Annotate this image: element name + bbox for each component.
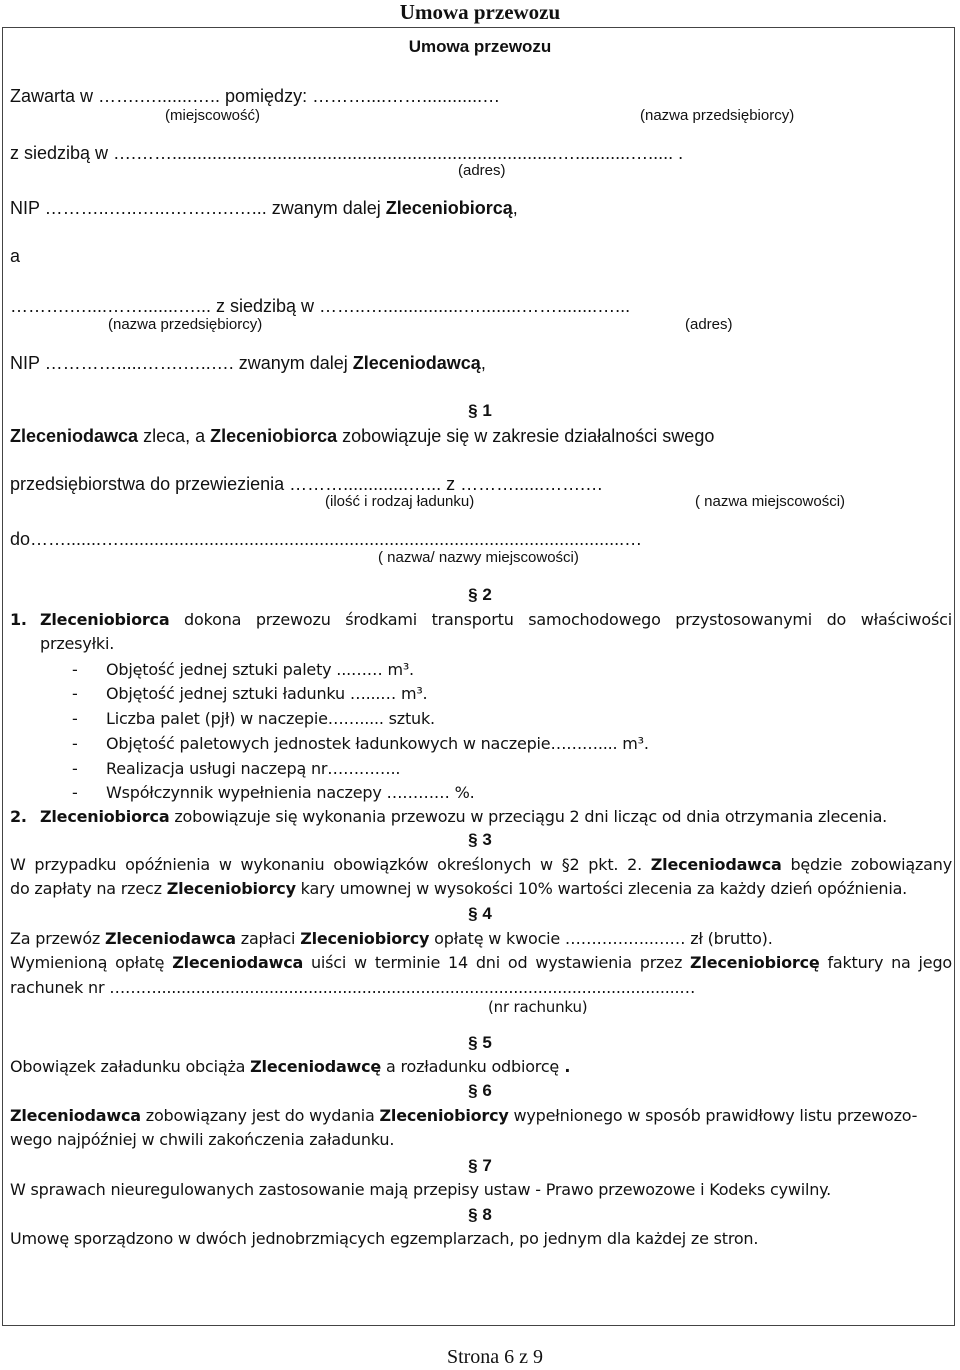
list-item-objetosc-ladunku: Objętość jednej sztuki ładunku …...… m³. [106,684,428,703]
section-4-line2 [10,952,952,974]
list-item-dash: - [72,684,78,703]
text: zobowiązany jest do wydania [140,1106,380,1125]
section-1-line1 [10,425,714,447]
conjunction-a: a [10,246,21,266]
label-ilosc-rodzaj: (ilość i rodzaj ładunku) [325,493,475,510]
role-zleceniobiorca: Zleceniobiorca [40,807,170,826]
text: do zapłaty na rzecz [10,879,167,898]
text: kary umownej w wysokości 10% wartości zlecenia za każdy dzień opóźnienia. [295,879,908,898]
nip1-role: Zleceniobiorcą [385,198,513,218]
intro-line2: z siedzibą w ….…….............................................................................…...........…..... . [10,143,684,163]
nip1-suffix: , [512,198,518,218]
text: zleca, a [138,426,211,446]
intro-line1: Zawarta w …….….......….. pomiędzy: ………....……............… [10,86,501,106]
text: a rozładunku odbiorcę [381,1057,560,1076]
label-nazwa-miejscowosci: ( nazwa miejscowości) [695,493,846,510]
role-zleceniodawca: Zleceniodawca [10,426,139,446]
nip2-prefix: NIP ………….....…….…..…. zwanym dalej [10,353,353,373]
text: zapłaci [235,929,301,948]
section-6-heading: § 6 [468,1081,492,1100]
nip2-suffix: , [480,353,486,373]
list-item-dash: - [72,660,78,679]
section-4-heading: § 4 [468,904,492,923]
role-zleceniobiorca: Zleceniobiorca [40,610,170,629]
label-miejscowosc: (miejscowość) [165,107,261,124]
section-2-point-1-line2: przesyłki. [40,634,115,653]
nip-line-2 [10,352,486,374]
role-zleceniodawca: Zleceniodawca [172,953,304,972]
page-number: Strona 6 z 9 [446,1346,544,1368]
role-zleceniodawca: Zleceniodawca [10,1106,141,1125]
section-2-point-1-num [10,609,27,631]
label-nr-rachunku: (nr rachunku) [488,998,588,1016]
section-5-heading: § 5 [468,1033,492,1052]
point-number: 1. [10,610,27,629]
nip2-role: Zleceniodawcą [352,353,481,373]
text: W przypadku opóźnienia w wykonaniu obowiązków określonych w §2 pkt. 2. [10,855,651,874]
section-2-point-1-line1 [40,609,952,631]
section-8-heading: § 8 [468,1205,492,1224]
text: będzie zobowiązany [781,855,952,874]
section-3-line2 [10,878,907,900]
role-zleceniobiorcy: Zleceniobiorcy [166,879,296,898]
text: zobowiązuje się w zakresie działalności swego [337,426,715,446]
role-zleceniodawca: Zleceniodawca [105,929,236,948]
doc-title: Umowa przewozu [408,37,552,56]
section-5-line1 [10,1056,570,1078]
role-zleceniodawce: Zleceniodawcę [250,1057,382,1076]
point-number: 2. [10,807,27,826]
text: Wymienioną opłatę [10,953,173,972]
list-item-naczepa-nr: Realizacja usługi naczepą nr………….. [106,759,401,778]
nip1-prefix: NIP ………..…..…...…….….…... zwanym dalej [10,198,386,218]
label-nazwa-przedsiebiorcy-1: (nazwa przedsiębiorcy) [640,107,795,124]
list-item-objetosc-palety: Objętość jednej sztuki palety ...…… m³. [106,660,414,679]
section-4-line1 [10,928,773,950]
list-item-dash: - [72,709,78,728]
section-7-line1: W sprawach nieuregulowanych zastosowanie mają przepisy ustaw - Prawo przewozowe i Kodeks cywilny. [10,1180,832,1199]
list-item-dash: - [72,734,78,753]
section-2-heading: § 2 [468,585,492,604]
label-nazwy-miejscowosci: ( nazwa/ nazwy miejscowości) [378,549,579,566]
nip-line-1 [10,197,518,219]
section-4-line3: rachunek nr ………...........................................................................................................… [10,978,696,997]
section-6-line1 [10,1105,917,1127]
text: Za przewóz [10,929,105,948]
list-item-objetosc-pjl: Objętość paletowych jednostek ładunkowych w naczepie……….... m³. [106,734,649,753]
section-1-heading: § 1 [468,401,492,420]
text: dokona przewozu środkami transportu samochodowego przystosowanymi do właściwości [169,610,952,629]
label-adres-2: (adres) [685,316,733,333]
role-zleceniobiorcy: Zleceniobiorcy [300,929,430,948]
section-1-do-line: do…….......….....................................................................................................… [10,529,643,549]
section-7-heading: § 7 [468,1156,492,1175]
page-title: Umowa przewozu [399,0,561,24]
text: zobowiązuje się wykonania przewozu w przeciągu 2 dni licząc od dnia otrzymania zlecenia. [169,807,888,826]
role-zleceniodawca: Zleceniodawca [650,855,782,874]
text: uiści w terminie 14 dni od wystawienia przez [303,953,691,972]
intro-line3: ……….…....…….......…... z siedzibą w ……..…................…........……........…... [10,296,631,316]
text: Obowiązek załadunku obciąża [10,1057,251,1076]
text: . [559,1057,571,1076]
text: faktury na jego [819,953,952,972]
section-2-point-2-num [10,806,27,828]
role-zleceniobiorce: Zleceniobiorcę [690,953,820,972]
text: opłatę w kwocie ……………..…… zł (brutto). [429,929,773,948]
label-adres-1: (adres) [458,162,506,179]
section-8-line1: Umowę sporządzono w dwóch jednobrzmiących egzemplarzach, po jednym dla każdej ze stron. [10,1229,759,1248]
section-3-heading: § 3 [468,830,492,849]
list-item-liczba-palet: Liczba palet (pjł) w naczepie……..... sztuk. [106,709,435,728]
section-3-line1 [10,854,952,876]
role-zleceniobiorca: Zleceniobiorca [210,426,338,446]
section-2-point-2 [40,806,887,828]
section-6-line2: wego najpóźniej w chwili zakończenia załadunku. [10,1130,395,1149]
section-1-line2: przedsiębiorstwa do przewiezienia ……….............…... z ………......…….… [10,474,604,494]
role-zleceniobiorcy: Zleceniobiorcy [379,1106,509,1125]
list-item-dash: - [72,759,78,778]
text: wypełnionego w sposób prawidłowy listu przewozo- [508,1106,918,1125]
list-item-wspolczynnik: Współczynnik wypełnienia naczepy ………… %. [106,783,475,802]
label-nazwa-przedsiebiorcy-2: (nazwa przedsiębiorcy) [108,316,263,333]
list-item-dash: - [72,783,78,802]
